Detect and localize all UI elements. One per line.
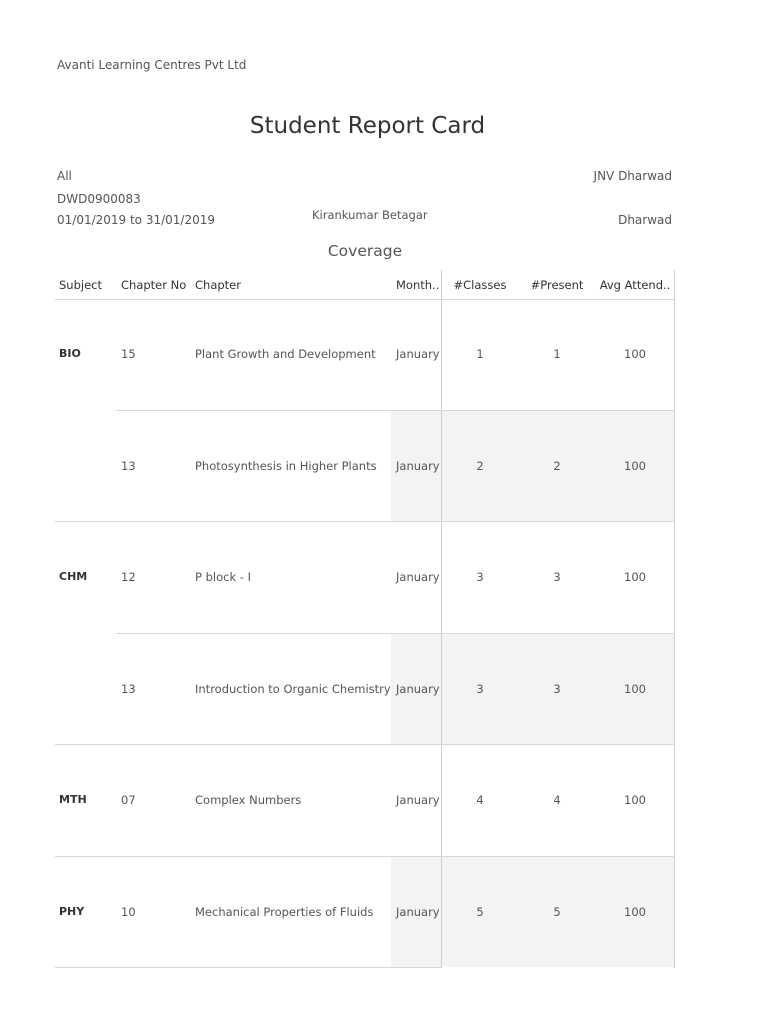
cell-month: January xyxy=(396,459,440,473)
cell-chapter-no: 07 xyxy=(121,793,136,807)
cell-classes: 5 xyxy=(476,905,484,919)
cell-chapter: Introduction to Organic Chemistry xyxy=(195,682,391,696)
cell-avg-attendance: 100 xyxy=(624,682,646,696)
cell-chapter: Photosynthesis in Higher Plants xyxy=(195,459,377,473)
column-divider xyxy=(674,270,675,968)
col-header-chapter[interactable]: Chapter xyxy=(195,278,241,292)
cell-present: 5 xyxy=(553,905,561,919)
coverage-table xyxy=(55,270,675,968)
row-divider xyxy=(116,633,675,634)
cell-avg-attendance: 100 xyxy=(624,570,646,584)
cell-month: January xyxy=(396,682,440,696)
row-divider xyxy=(55,744,675,745)
school-name: JNV Dharwad xyxy=(593,169,672,183)
cell-present: 4 xyxy=(553,793,561,807)
company-name: Avanti Learning Centres Pvt Ltd xyxy=(57,58,247,72)
col-header-month[interactable]: Month.. xyxy=(396,278,440,292)
row-divider xyxy=(55,967,441,968)
col-header-present[interactable]: #Present xyxy=(530,278,584,292)
cell-avg-attendance: 100 xyxy=(624,347,646,361)
cell-subject: PHY xyxy=(59,905,85,918)
cell-month: January xyxy=(396,347,440,361)
district-name: Dharwad xyxy=(618,213,672,227)
cell-month: January xyxy=(396,570,440,584)
student-id: DWD0900083 xyxy=(57,192,141,206)
row-divider xyxy=(116,410,675,411)
cell-chapter: Complex Numbers xyxy=(195,793,302,807)
cell-subject: BIO xyxy=(59,347,81,360)
column-divider xyxy=(441,270,442,968)
cell-chapter-no: 12 xyxy=(121,570,136,584)
cell-month: January xyxy=(396,905,440,919)
cell-chapter: Mechanical Properties of Fluids xyxy=(195,905,374,919)
cell-classes: 2 xyxy=(476,459,484,473)
cell-avg-attendance: 100 xyxy=(624,459,646,473)
cell-chapter-no: 15 xyxy=(121,347,136,361)
section-title: Coverage xyxy=(327,242,403,260)
cell-present: 3 xyxy=(553,570,561,584)
cell-chapter-no: 10 xyxy=(121,905,136,919)
cell-subject: MTH xyxy=(59,793,87,806)
date-range: 01/01/2019 to 31/01/2019 xyxy=(57,213,216,227)
cell-chapter: P block - I xyxy=(195,570,251,584)
cell-avg-attendance: 100 xyxy=(624,793,646,807)
row-divider xyxy=(55,856,675,857)
col-header-avg-attendance[interactable]: Avg Attend.. xyxy=(599,278,671,292)
cell-chapter-no: 13 xyxy=(121,459,136,473)
cell-classes: 3 xyxy=(476,682,484,696)
cell-avg-attendance: 100 xyxy=(624,905,646,919)
cell-classes: 4 xyxy=(476,793,484,807)
report-title: Student Report Card xyxy=(249,113,486,139)
col-header-subject[interactable]: Subject xyxy=(59,278,102,292)
student-name: Kirankumar Betagar xyxy=(312,208,428,222)
filter-value: All xyxy=(57,169,72,183)
cell-classes: 1 xyxy=(476,347,484,361)
cell-subject: CHM xyxy=(59,570,88,583)
header-divider xyxy=(55,299,675,300)
cell-present: 3 xyxy=(553,682,561,696)
col-header-chapter-no[interactable]: Chapter No xyxy=(121,278,187,292)
cell-present: 1 xyxy=(553,347,561,361)
cell-chapter: Plant Growth and Development xyxy=(195,347,376,361)
col-header-classes[interactable]: #Classes xyxy=(453,278,507,292)
cell-month: January xyxy=(396,793,440,807)
cell-classes: 3 xyxy=(476,570,484,584)
cell-chapter-no: 13 xyxy=(121,682,136,696)
cell-present: 2 xyxy=(553,459,561,473)
row-divider xyxy=(55,521,675,522)
